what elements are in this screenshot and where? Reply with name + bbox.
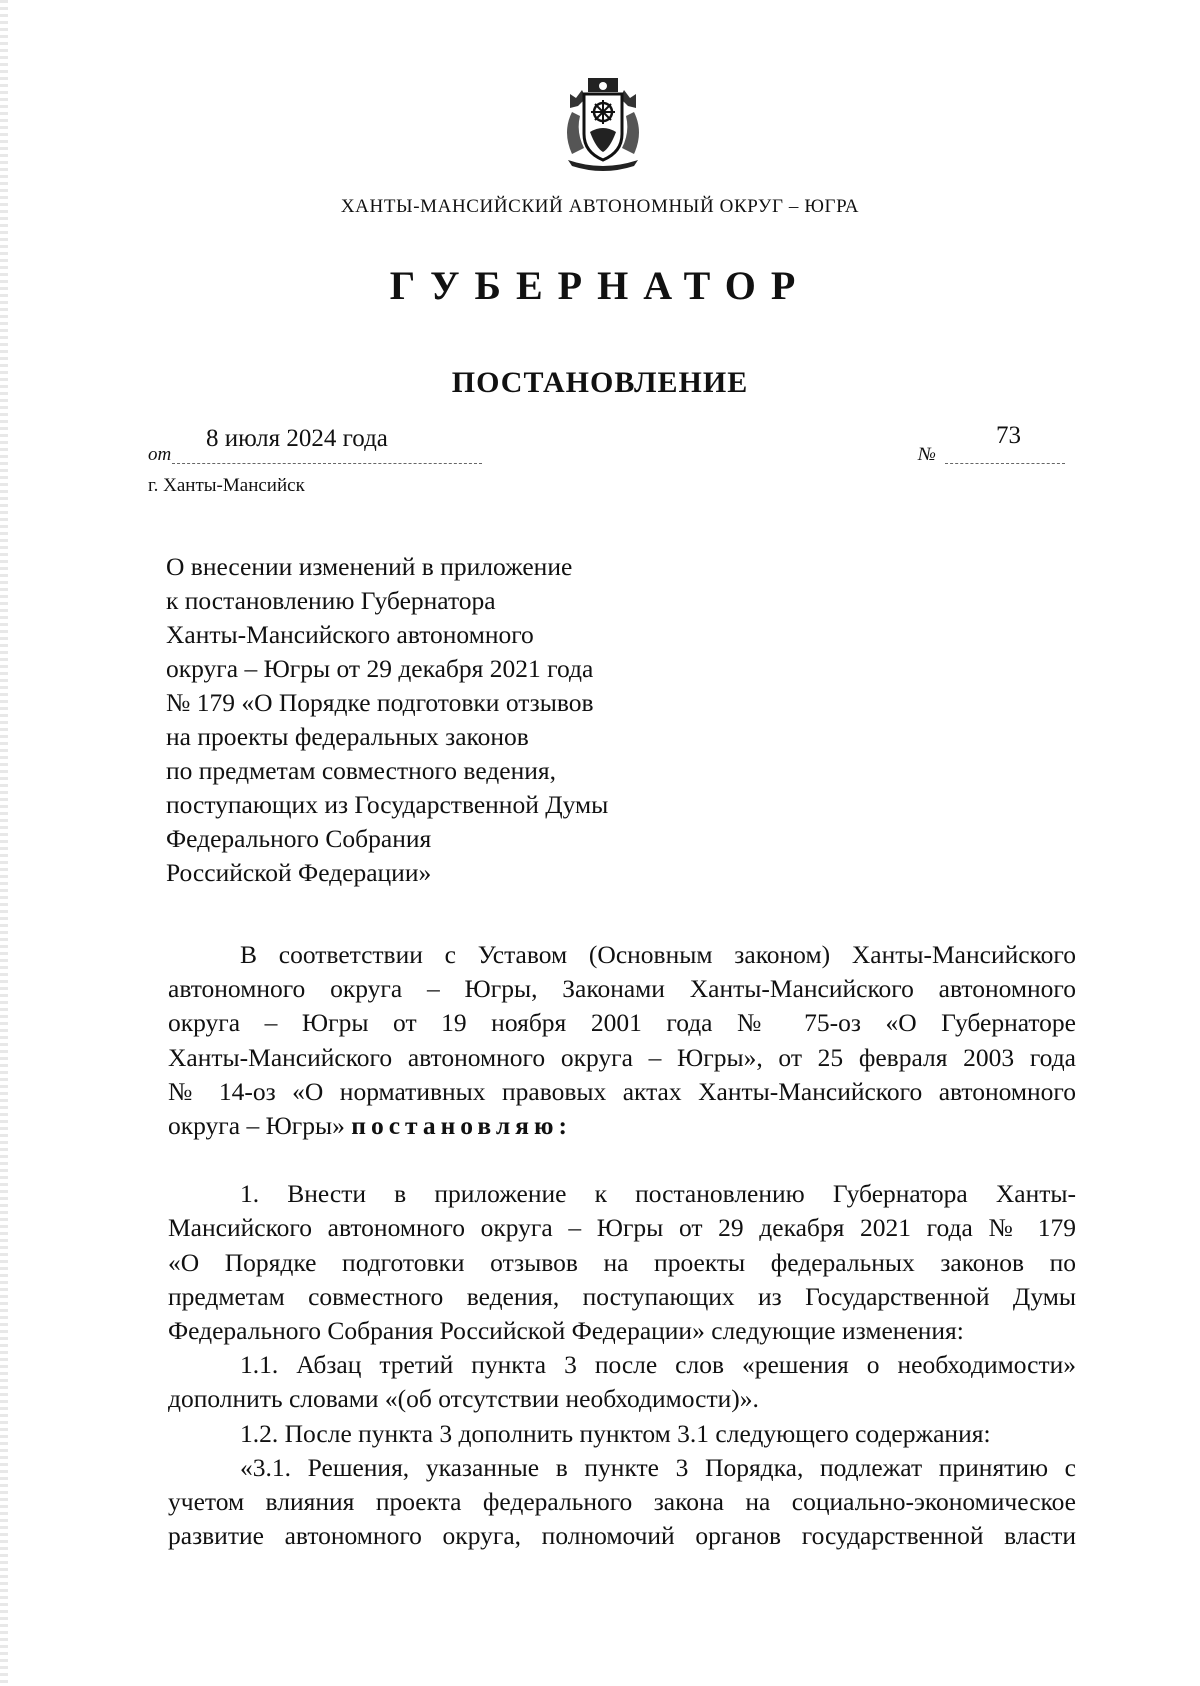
subject-line: по предметам совместного ведения, — [166, 756, 556, 785]
subject-line: О внесении изменений в приложение — [166, 552, 573, 581]
subject-line: Федерального Собрания — [166, 824, 432, 853]
preamble-line: округа – Югры от 19 ноября 2001 года № 75-оз «О Губернаторе — [168, 1008, 1076, 1038]
preamble-line: автономного округа – Югры, Законами Ханты-Мансийского автономного — [168, 974, 1076, 1004]
subject-line: № 179 «О Порядке подготовки отзывов — [166, 688, 594, 717]
item-line: «3.1. Решения, указанные в пункте 3 Порядка, подлежат принятию с — [240, 1452, 1076, 1482]
item-line: учетом влияния проекта федерального закона на социально-экономическое — [168, 1487, 1076, 1517]
document-number: 73 — [996, 422, 1021, 449]
item-line: 1. Внести в приложение к постановлению Губернатора Ханты- — [240, 1179, 1076, 1209]
item-line: предметам совместного ведения, поступающих из Государственной Думы — [168, 1281, 1076, 1311]
date-label: от — [148, 444, 172, 465]
scan-edge — [0, 0, 8, 1686]
resolve-word: постановляю: — [351, 1111, 572, 1141]
number-label: № — [918, 444, 936, 465]
document-body — [168, 938, 1076, 1553]
subject-line: на проекты федеральных законов — [166, 722, 529, 751]
item-line: 1.1. Абзац третий пункта 3 после слов «решения о необходимости» — [240, 1350, 1076, 1380]
date-underline — [172, 463, 482, 464]
preamble-line: В соответствии с Уставом (Основным законом) Ханты-Мансийского — [240, 940, 1076, 969]
document-subject — [166, 550, 608, 890]
coat-of-arms-icon — [548, 72, 658, 172]
item-line: «О Порядке подготовки отзывов на проекты федеральных законов по — [168, 1247, 1076, 1277]
city: г. Ханты-Мансийск — [148, 475, 305, 496]
item-line: дополнить словами «(об отсутствии необходимости)». — [168, 1384, 759, 1414]
item-line: Мансийского автономного округа – Югры от 29 декабря 2021 года № 179 — [168, 1213, 1076, 1243]
document-type: ПОСТАНОВЛЕНИЕ — [451, 366, 749, 399]
region-name: ХАНТЫ-МАНСИЙСКИЙ АВТОНОМНЫЙ ОКРУГ – ЮГРА — [340, 196, 860, 217]
subject-line: к постановлению Губернатора — [166, 586, 496, 615]
item-line: Федерального Собрания Российской Федерации» следующие изменения: — [168, 1316, 964, 1346]
subject-line: Ханты-Мансийского автономного — [166, 620, 534, 649]
preamble-line: Ханты-Мансийского автономного округа – Югры», от 25 февраля 2003 года — [168, 1042, 1076, 1072]
item-line: 1.2. После пункта 3 дополнить пунктом 3.1 следующего содержания: — [240, 1418, 991, 1448]
number-underline — [945, 463, 1065, 464]
authority-title: ГУБЕРНАТОР — [389, 263, 811, 308]
subject-line: Российской Федерации» — [166, 858, 432, 887]
preamble-last-line — [168, 1109, 1076, 1143]
preamble-line: округа – Югры» — [168, 1111, 345, 1141]
subject-line: округа – Югры от 29 декабря 2021 года — [166, 654, 594, 683]
subject-line: поступающих из Государственной Думы — [166, 790, 609, 819]
document-date: 8 июля 2024 года — [206, 425, 388, 452]
preamble-line: № 14-оз «О нормативных правовых актах Ханты-Мансийского автономного — [168, 1076, 1076, 1106]
item-line: развитие автономного округа, полномочий органов государственной власти — [168, 1521, 1076, 1551]
